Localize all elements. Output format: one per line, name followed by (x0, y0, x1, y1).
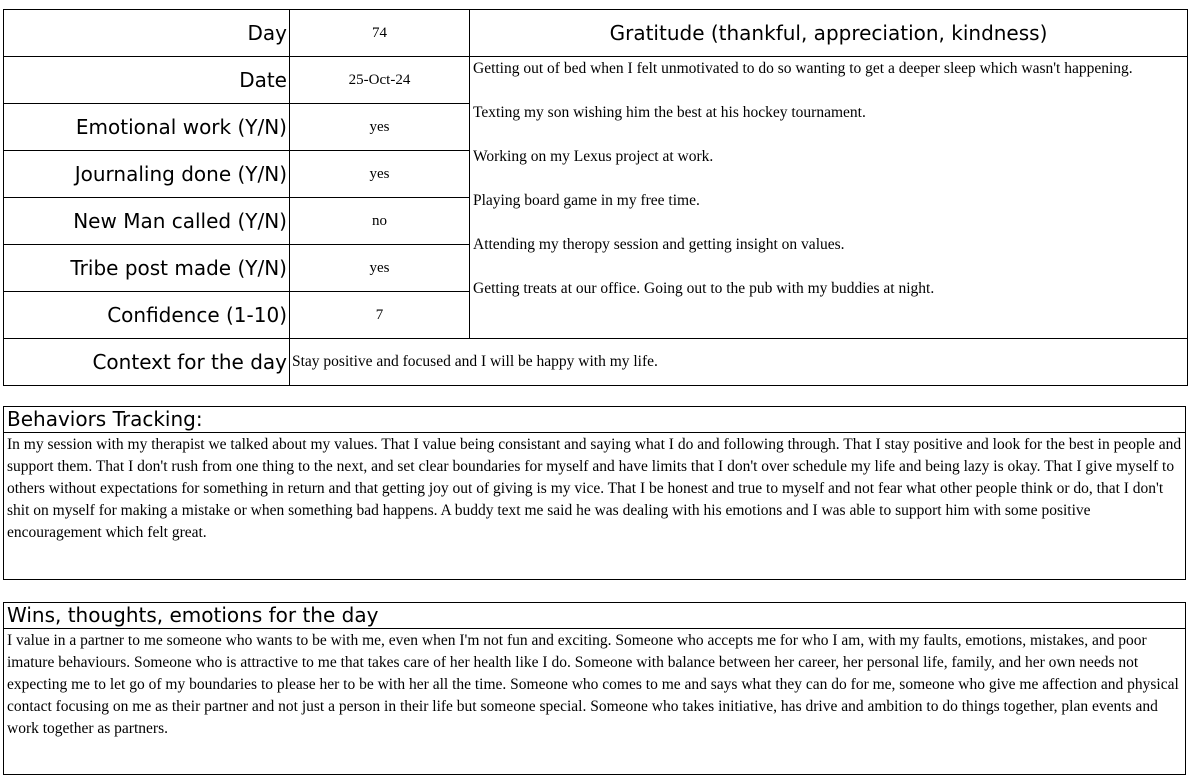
wins-section (3, 602, 1186, 775)
behaviors-title: Behaviors Tracking: (4, 407, 1185, 433)
gratitude-item: Getting out of bed when I felt unmotivated to do so wanting to get a deeper sleep which wasn't happening. (473, 60, 1133, 77)
date-label: Date (4, 57, 290, 104)
gratitude-item: Texting my son wishing him the best at his hockey tournament. (473, 104, 866, 121)
daily-tracker-table (3, 9, 1188, 386)
gratitude-item: Attending my theropy session and getting insight on values. (473, 236, 845, 253)
behaviors-section (3, 406, 1186, 580)
gratitude-item: Getting treats at our office. Going out to the pub with my buddies at night. (473, 280, 935, 297)
gratitude-title: Gratitude (thankful, appreciation, kindness) (470, 10, 1188, 57)
context-label: Context for the day (4, 339, 290, 386)
date-value: 25-Oct-24 (290, 57, 470, 104)
gratitude-list (470, 57, 1188, 339)
gratitude-item: Playing board game in my free time. (473, 192, 700, 209)
confidence-value: 7 (290, 292, 470, 339)
tribe-post-value: yes (290, 245, 470, 292)
day-label: Day (4, 10, 290, 57)
wins-text: I value in a partner to me someone who wants to be with me, even when I'm not fun and exciting. Someone who accepts me for who I am, with my faults, emotions, mistakes, and poor imature behaviours. Someone who is attractive to me that takes care of her health like I do. Someone with balance between her career, her personal life, family, and her own needs not expecting me to let go of my boundaries to please her to be with her all the time. Someone who comes to me and says what they can do for me, someone who give me affection and physical contact focusing on me as their partner and not just a person in their life but someone special. Someone who takes initiative, has drive and ambition to do things together, plan events and work together as partners. (7, 632, 1179, 737)
behaviors-text: In my session with my therapist we talked about my values. That I value being consistant and saying what I do and following through. That I stay positive and look for the best in people and support them. That I don't rush from one thing to the next, and set clear boundaries for myself and have limits that I don't over schedule my life and being lazy is okay. That I give myself to others without expectations for something in return and that getting joy out of giving is my vice. That I be honest and true to myself and not fear what other people think or do, that I don't shit on myself for making a mistake or when something bad happens. A buddy text me said he was dealing with his emotions and I was able to support him with some positive encouragement which felt great. (7, 436, 1182, 541)
emotional-work-label: Emotional work (Y/N) (4, 104, 290, 151)
day-value: 74 (290, 10, 470, 57)
confidence-label: Confidence (1-10) (4, 292, 290, 339)
emotional-work-value: yes (290, 104, 470, 151)
tribe-post-label: Tribe post made (Y/N) (4, 245, 290, 292)
wins-title: Wins, thoughts, emotions for the day (4, 603, 1185, 629)
gratitude-item: Working on my Lexus project at work. (473, 148, 714, 165)
context-value: Stay positive and focused and I will be happy with my life. (290, 339, 1188, 386)
new-man-label: New Man called (Y/N) (4, 198, 290, 245)
journaling-label: Journaling done (Y/N) (4, 151, 290, 198)
new-man-value: no (290, 198, 470, 245)
journaling-value: yes (290, 151, 470, 198)
